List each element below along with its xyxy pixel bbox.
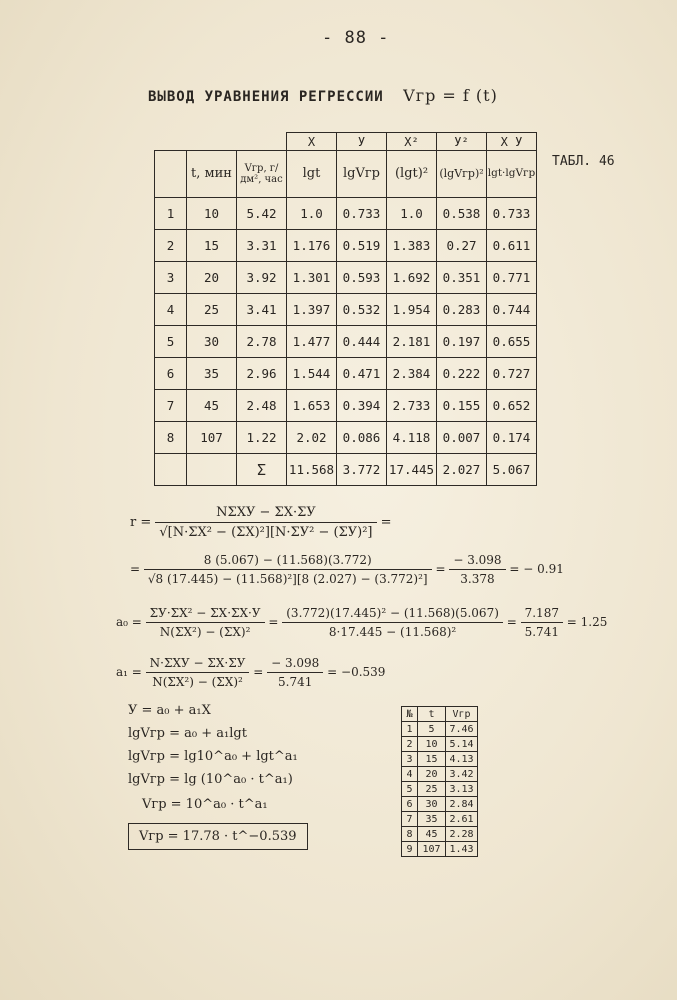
table-cell: 0.519	[337, 230, 387, 262]
table-cell: 35	[187, 358, 237, 390]
a1-equals: =	[253, 665, 264, 679]
small-cell: 10	[418, 737, 446, 752]
small-cell: 8	[402, 827, 418, 842]
table-cell: 3	[155, 262, 187, 294]
table-cell: 25	[187, 294, 237, 326]
derivation-line: lgVгр = lg (10^a₀ · t^a₁)	[128, 772, 293, 787]
var-label-y: У	[337, 133, 387, 151]
table-cell: 3.92	[237, 262, 287, 294]
table-cell: 2.96	[237, 358, 287, 390]
table-cell: 0.727	[487, 358, 537, 390]
table-cell: 1.653	[287, 390, 337, 422]
table-cell: 3.41	[237, 294, 287, 326]
a0-result: = 1.25	[566, 615, 608, 629]
a1-denominator: N(ΣX²) − (ΣX)²	[152, 675, 243, 689]
table-row	[155, 294, 537, 326]
small-cell: 9	[402, 842, 418, 857]
a0-numerator: ΣУ·ΣX² − ΣX·ΣX·У	[146, 606, 265, 623]
small-table-row	[402, 722, 478, 737]
computed-values-table	[401, 706, 478, 857]
final-formula: Vгр = 17.78 · t^−0.539	[139, 829, 297, 844]
small-cell: 2.28	[446, 827, 478, 842]
small-table-row	[402, 812, 478, 827]
small-cell: 3.42	[446, 767, 478, 782]
col-header-lgvgr: lgVгр	[337, 151, 387, 198]
small-cell: 1	[402, 722, 418, 737]
table-row	[155, 358, 537, 390]
a0-value-denominator: 5.741	[524, 625, 559, 639]
col-header-lgt: lgt	[287, 151, 337, 198]
r-numerator: NΣXУ − ΣX·ΣУ	[155, 505, 376, 523]
col-header-vgr: Vгр, г/дм², час	[237, 151, 287, 198]
table-cell: 1.692	[387, 262, 437, 294]
a1-lhs: a₁ =	[116, 665, 142, 679]
table-cell: 1.22	[237, 422, 287, 454]
small-cell: 3.13	[446, 782, 478, 797]
sum-row	[155, 454, 537, 486]
a0-equals-2: =	[506, 615, 517, 629]
r-equals: =	[380, 515, 392, 530]
table-cell: 15	[187, 230, 237, 262]
table-cell: 1.383	[387, 230, 437, 262]
r-denominator: √[N·ΣX² − (ΣX)²][N·ΣУ² − (ΣУ)²]	[159, 525, 373, 540]
derivation-line: У = a₀ + a₁X	[128, 703, 211, 718]
small-cell: 7.46	[446, 722, 478, 737]
a0-value-fraction	[521, 606, 563, 639]
table-cell: 0.655	[487, 326, 537, 358]
final-formula-box	[128, 823, 308, 850]
table-cell: 2.384	[387, 358, 437, 390]
table-cell: 0.538	[437, 198, 487, 230]
table-cell: 2.733	[387, 390, 437, 422]
table-caption: ТАБЛ. 46	[552, 154, 615, 169]
table-cell: 2.78	[237, 326, 287, 358]
table-cell: 2	[155, 230, 187, 262]
table-cell: 1.176	[287, 230, 337, 262]
table-cell: 1.0	[387, 198, 437, 230]
table-cell: 1.954	[387, 294, 437, 326]
small-cell: 3	[402, 752, 418, 767]
a0-denominator: N(ΣX²) − (ΣX)²	[159, 625, 251, 639]
table-cell: 107	[187, 422, 237, 454]
a1-value-fraction	[267, 656, 323, 689]
a1-value-denominator: 5.741	[278, 675, 313, 689]
table-cell: 2.02	[287, 422, 337, 454]
sum-cell	[155, 454, 187, 486]
sum-cell: 2.027	[437, 454, 487, 486]
r2-value-fraction	[449, 553, 505, 586]
formula-a0	[116, 606, 607, 639]
table-cell: 20	[187, 262, 237, 294]
table-cell: 0.611	[487, 230, 537, 262]
table-cell: 0.771	[487, 262, 537, 294]
var-label-xy: X У	[487, 133, 537, 151]
small-cell: 2.84	[446, 797, 478, 812]
table-cell: 0.744	[487, 294, 537, 326]
r-result: = − 0.91	[509, 562, 564, 576]
table-cell: 0.652	[487, 390, 537, 422]
r-lhs: r =	[130, 515, 152, 530]
a0-fraction	[146, 606, 265, 639]
small-cell: 5.14	[446, 737, 478, 752]
var-label-y2: У²	[437, 133, 487, 151]
sum-cell: 3.772	[337, 454, 387, 486]
sum-symbol: Σ	[237, 454, 287, 486]
small-col-header-index: №	[402, 707, 418, 722]
formula-a1	[116, 656, 385, 689]
var-label-row	[155, 133, 537, 151]
regression-table	[154, 132, 537, 486]
table-cell: 0.444	[337, 326, 387, 358]
sum-cell: 5.067	[487, 454, 537, 486]
r2-fraction	[144, 553, 432, 586]
sum-cell: 17.445	[387, 454, 437, 486]
a0-numeric-numerator: (3.772)(17.445)² − (11.568)(5.067)	[282, 606, 503, 623]
r2-value-denominator: 3.378	[460, 572, 495, 586]
a1-fraction	[146, 656, 250, 689]
table-cell: 0.174	[487, 422, 537, 454]
title-equation: Vгр = f (t)	[403, 86, 498, 105]
table-cell: 6	[155, 358, 187, 390]
table-row	[155, 390, 537, 422]
a0-equals: =	[268, 615, 279, 629]
r2-value-numerator: − 3.098	[449, 553, 505, 570]
table-cell: 4.118	[387, 422, 437, 454]
small-cell: 30	[418, 797, 446, 812]
table-cell: 7	[155, 390, 187, 422]
table-cell: 2.181	[387, 326, 437, 358]
small-table-row	[402, 737, 478, 752]
title-text: ВЫВОД УРАВНЕНИЯ РЕГРЕССИИ	[148, 89, 384, 105]
table-cell: 45	[187, 390, 237, 422]
col-header-lgt-lgvgr: lgt·lgVгр	[487, 151, 537, 198]
a0-numeric-denominator: 8·17.445 − (11.568)²	[328, 625, 457, 639]
small-cell: 6	[402, 797, 418, 812]
table-cell: 0.222	[437, 358, 487, 390]
derivation-line: lgVгр = a₀ + a₁lgt	[128, 726, 247, 741]
small-cell: 5	[402, 782, 418, 797]
small-cell: 5	[418, 722, 446, 737]
small-cell: 4	[402, 767, 418, 782]
table-cell: 0.532	[337, 294, 387, 326]
r2-denominator: √8 (17.445) − (11.568)²][8 (2.027) − (3.772)²]	[147, 572, 428, 586]
sum-cell: 11.568	[287, 454, 337, 486]
table-row	[155, 230, 537, 262]
table-cell: 1.0	[287, 198, 337, 230]
r2-equals: =	[435, 562, 446, 576]
col-header-t: t, мин	[187, 151, 237, 198]
small-col-header-t: t	[418, 707, 446, 722]
table-row	[155, 262, 537, 294]
col-header-lgt-sq: (lgt)²	[387, 151, 437, 198]
small-table-row	[402, 752, 478, 767]
table-cell: 0.593	[337, 262, 387, 294]
table-cell: 1.301	[287, 262, 337, 294]
blank-corner	[155, 133, 287, 151]
a0-lhs: a₀ =	[116, 615, 142, 629]
table-cell: 5.42	[237, 198, 287, 230]
r-fraction	[155, 505, 376, 540]
table-cell: 0.007	[437, 422, 487, 454]
small-table-row	[402, 767, 478, 782]
table-cell: 1.397	[287, 294, 337, 326]
table-cell: 4	[155, 294, 187, 326]
small-cell: 15	[418, 752, 446, 767]
derivation-line: Vгр = 10^a₀ · t^a₁	[142, 797, 268, 812]
small-col-header-vgr: Vгр	[446, 707, 478, 722]
sum-cell	[187, 454, 237, 486]
table-cell: 2.48	[237, 390, 287, 422]
table-row	[155, 326, 537, 358]
small-cell: 20	[418, 767, 446, 782]
table-cell: 10	[187, 198, 237, 230]
a1-value-numerator: − 3.098	[267, 656, 323, 673]
table-cell: 0.283	[437, 294, 487, 326]
formula-r-general	[130, 505, 392, 540]
small-table-row	[402, 827, 478, 842]
small-cell: 35	[418, 812, 446, 827]
formula-r-numeric	[130, 553, 564, 586]
r2-lhs: =	[130, 562, 141, 576]
a0-numeric-fraction	[282, 606, 503, 639]
table-cell: 1.544	[287, 358, 337, 390]
small-table-header	[402, 707, 478, 722]
derivation-line: lgVгр = lg10^a₀ + lgt^a₁	[128, 749, 298, 764]
table-cell: 0.086	[337, 422, 387, 454]
small-cell: 2.61	[446, 812, 478, 827]
table-cell: 0.394	[337, 390, 387, 422]
small-cell: 25	[418, 782, 446, 797]
table-row	[155, 198, 537, 230]
a0-value-numerator: 7.187	[521, 606, 563, 623]
table-cell: 1	[155, 198, 187, 230]
table-header-row	[155, 151, 537, 198]
table-cell: 0.27	[437, 230, 487, 262]
table-cell: 0.197	[437, 326, 487, 358]
table-cell: 5	[155, 326, 187, 358]
small-cell: 4.13	[446, 752, 478, 767]
small-cell: 107	[418, 842, 446, 857]
table-cell: 0.471	[337, 358, 387, 390]
table-cell: 0.733	[487, 198, 537, 230]
a1-numerator: N·ΣXУ − ΣX·ΣУ	[146, 656, 250, 673]
small-cell: 45	[418, 827, 446, 842]
page-number: - 88 -	[322, 28, 390, 48]
small-table-row	[402, 782, 478, 797]
r2-numerator: 8 (5.067) − (11.568)(3.772)	[144, 553, 432, 570]
small-cell: 7	[402, 812, 418, 827]
col-header-index	[155, 151, 187, 198]
table-cell: 1.477	[287, 326, 337, 358]
table-cell: 30	[187, 326, 237, 358]
table-cell: 0.351	[437, 262, 487, 294]
col-header-lgvgr-sq: (lgVгр)²	[437, 151, 487, 198]
table-cell: 3.31	[237, 230, 287, 262]
var-label-x: X	[287, 133, 337, 151]
small-cell: 2	[402, 737, 418, 752]
table-cell: 8	[155, 422, 187, 454]
table-cell: 0.155	[437, 390, 487, 422]
table-row	[155, 422, 537, 454]
var-label-x2: X²	[387, 133, 437, 151]
table-cell: 0.733	[337, 198, 387, 230]
small-table-row	[402, 797, 478, 812]
small-table-row	[402, 842, 478, 857]
page-title	[148, 86, 498, 105]
small-cell: 1.43	[446, 842, 478, 857]
a1-result: = −0.539	[327, 665, 386, 679]
